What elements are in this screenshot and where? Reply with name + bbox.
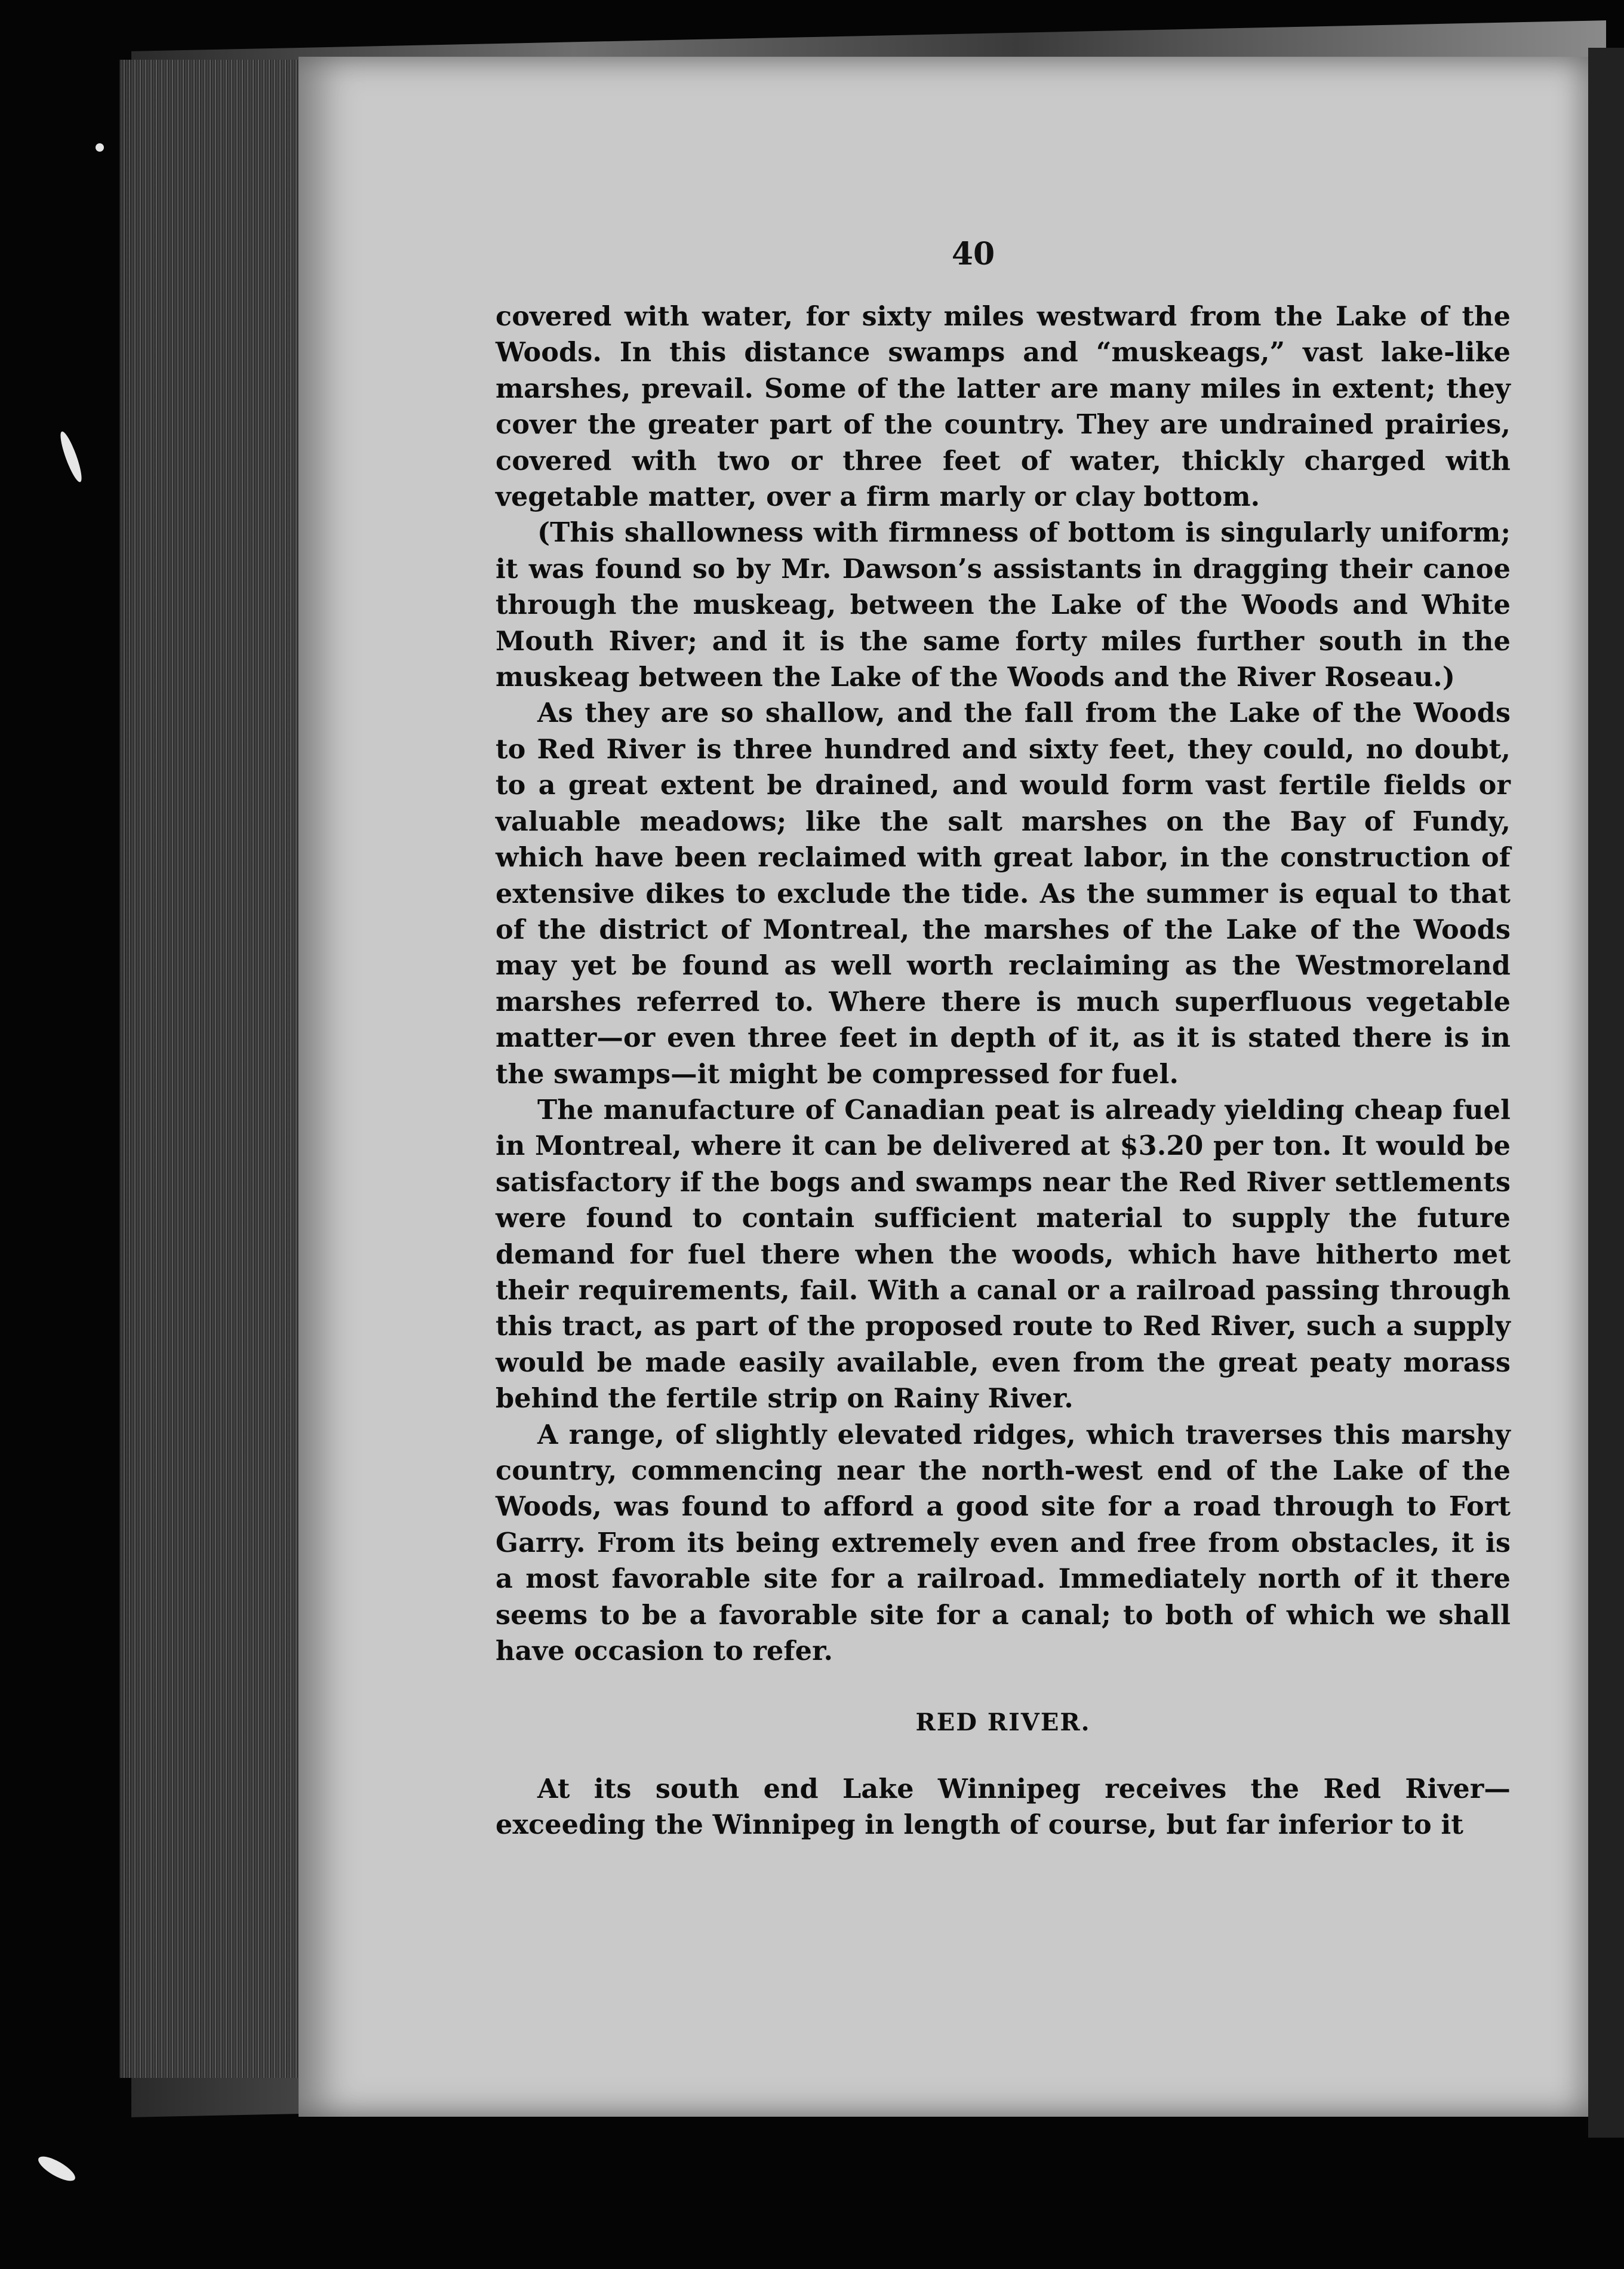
paragraph-1: covered with water, for sixty miles westward from the Lake of the Woods. In this distance swamps and “muskeags,” vast lake-like marshes, prevail. Some of the latter are many miles in extent; they cover the greater part of the country. They are undrained prairies, covered with two or three feet of water, thickly charged with vegetable matter, over a firm marly or clay bottom. <box>496 301 1511 513</box>
scan-speck <box>96 143 104 152</box>
paragraph-2: (This shallowness with firmness of bottom is singularly uniform; it was found so by Mr. Dawson’s assistants in dragging their canoe through the muskeag, between the Lake of the Woods and White Mouth River; and it is the same forty miles further south in the muskeag between the Lake of the Woods and the River Roseau.) <box>496 517 1511 693</box>
book-page-edge <box>119 60 299 2078</box>
scan-speck <box>35 2152 79 2185</box>
paragraph-3: As they are so shallow, and the fall from the Lake of the Woods to Red River is three hundred and sixty feet, they could, no doubt, to a great extent be drained, and would form vast fertile fields or valuable meadows; like the salt marshes on the Bay of Fundy, which have been reclaimed with great labor, in the construction of extensive dikes to exclude the tide. As the summer is equal to that of the district of Montreal, the marshes of the Lake of the Woods may yet be found as well worth reclaiming as the Westmoreland marshes referred to. Where there is much superfluous vegetable matter—or even three feet in depth of it, as it is stated there is in the swamps—it might be compressed for fuel. <box>496 697 1511 1090</box>
section-heading: RED RIVER. <box>915 1708 1091 1737</box>
paragraph-5: A range, of slightly elevated ridges, which traverses this marshy country, commencing near the north-west end of the Lake of the Woods, was found to afford a good site for a road through to Fort Garry. From its being extremely even and free from obstacles, it is a most favorable site for a railroad. Immediately north of it there seems to be a favorable site for a canal; to both of which we shall have occasion to refer. <box>496 1419 1511 1667</box>
scan-speck <box>57 430 85 484</box>
paragraph-4: The manufacture of Canadian peat is already yielding cheap fuel in Montreal, where it can be delivered at $3.20 per ton. It would be satisfactory if the bogs and swamps near the Red River settlements were found to contain sufficient material to supply the future demand for fuel there when the woods, which have hitherto met their requirements, fail. With a canal or a railroad passing through this tract, as part of the proposed route to Red River, such a supply would be made easily available, even from the great peaty morass behind the fertile strip on Rainy River. <box>496 1094 1511 1415</box>
book-page <box>299 57 1588 2117</box>
right-margin-shadow <box>1588 48 1624 2138</box>
page-number: 40 <box>951 236 995 272</box>
page-body <box>496 299 1511 1843</box>
paragraph-6: At its south end Lake Winnipeg receives the Red River—exceeding the Winnipeg in length of course, but far inferior to it <box>496 1773 1511 1841</box>
